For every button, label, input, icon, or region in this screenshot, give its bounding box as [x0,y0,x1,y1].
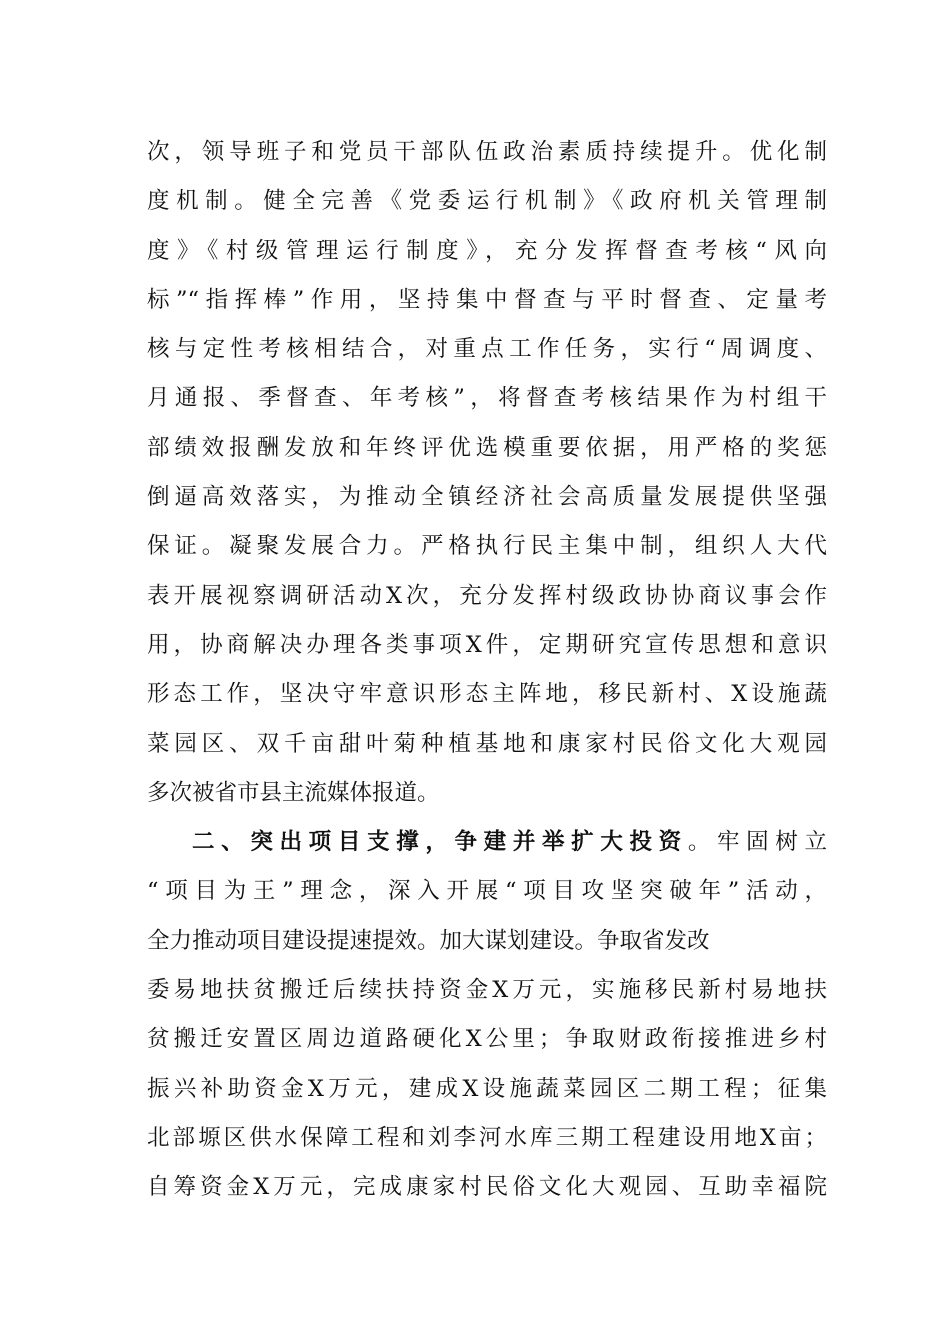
text-line: 度机制。健全完善《党委运行机制》《政府机关管理制 [147,188,827,215]
text-line: 标”“指挥棒”作用，坚持集中督查与平时督查、定量考 [147,286,827,313]
text-line: 度》《村级管理运行制度》，充分发挥督查考核“风向 [147,237,827,264]
text-line: 核与定性考核相结合，对重点工作任务，实行“周调度、 [147,336,827,363]
text-line: 表开展视察调研活动X次，充分发挥村级政协协商议事会作 [147,582,827,609]
heading-line-rest: 。牢固树立 [687,829,827,856]
text-line: 部绩效报酬发放和年终评优选模重要依据，用严格的奖惩 [147,434,827,461]
text-line: 倒逼高效落实，为推动全镇经济社会高质量发展提供坚强 [147,484,827,511]
text-line: 北部塬区供水保障工程和刘李河水库三期工程建设用地X亩； [147,1124,827,1151]
text-line: 次，领导班子和党员干部队伍政治素质持续提升。优化制 [147,139,827,165]
text-line: 全力推动项目建设提速提效。加大谋划建设。争取省发改 [147,927,710,954]
text-line: 自筹资金X万元，完成康家村民俗文化大观园、互助幸福院 [147,1174,827,1201]
text-line: 菜园区、双千亩甜叶菊种植基地和康家村民俗文化大观园 [147,730,827,757]
text-line: 月通报、季督查、年考核”，将督查考核结果作为村组干 [147,385,827,412]
text-line: 多次被省市县主流媒体报道。 [147,779,440,806]
text-line: 委易地扶贫搬迁后续扶持资金X万元，实施移民新村易地扶 [147,977,827,1004]
section-heading: 二、突出项目支撑，争建并举扩大投资 [192,829,688,856]
paragraph-2 [147,818,827,1212]
text-line: 形态工作，坚决守牢意识形态主阵地，移民新村、X设施蔬 [147,681,827,708]
text-line: 振兴补助资金X万元，建成X设施蔬菜园区二期工程；征集 [147,1075,827,1102]
text-line: 保证。凝聚发展合力。严格执行民主集中制，组织人大代 [147,533,827,560]
text-line: 用，协商解决办理各类事项X件，定期研究宣传思想和意识 [147,631,827,658]
paragraph-1 [147,128,827,818]
section-heading-line [147,818,827,867]
document-body [147,128,827,1213]
text-line: “项目为王”理念，深入开展“项目攻坚突破年”活动， [147,878,827,905]
text-line: 贫搬迁安置区周边道路硬化X公里；争取财政衔接推进乡村 [147,1026,827,1053]
